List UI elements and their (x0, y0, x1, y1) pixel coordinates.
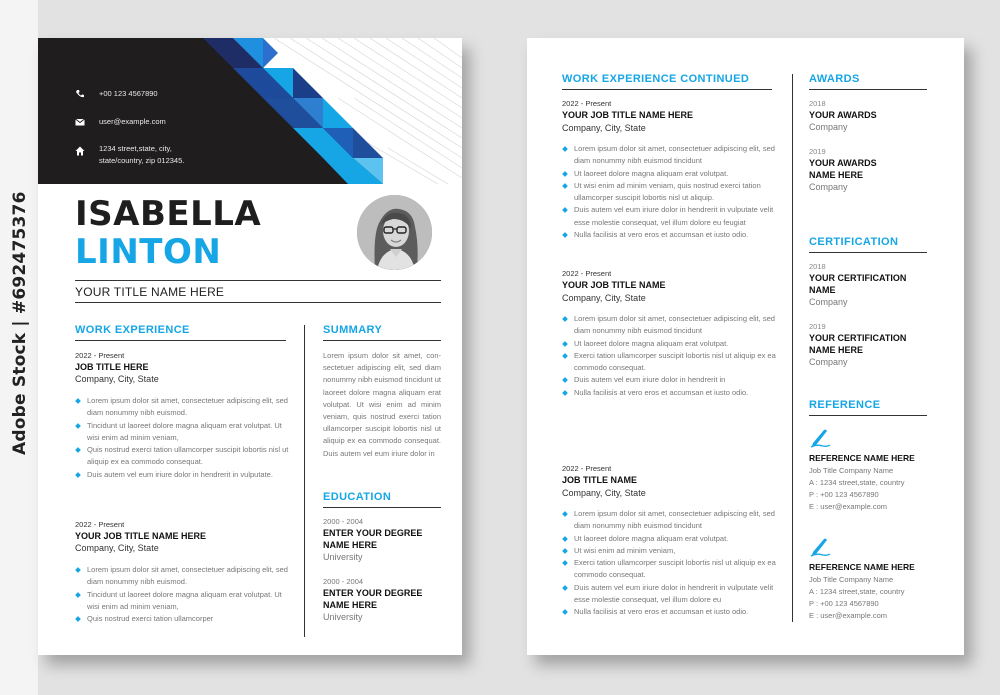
job-b-bullets (562, 313, 782, 399)
ref-1-job: Job Title Company Name (809, 466, 894, 475)
job-a-bullet: Duis autem vel eum iriure dolor in hendrerit in vulputate velit esse molestie consequat, vel illum dolore eu feugiat (562, 204, 782, 229)
award-2-title-line2: NAME HERE (809, 170, 864, 180)
job-b-company: Company, City, State (562, 293, 646, 303)
award-1-title: YOUR AWARDS (809, 110, 877, 120)
job-2-title: YOUR JOB TITLE NAME HERE (75, 531, 207, 541)
job-c-bullet: Nulla facilisis at vero eros et accumsan et iusto odio. (562, 606, 782, 618)
address-line-1: 1234 street,state, city, (99, 144, 172, 153)
job-b-title: YOUR JOB TITLE NAME (562, 280, 666, 290)
job-1-title: JOB TITLE HERE (75, 362, 149, 372)
reference-rule (809, 415, 927, 416)
job-c-company: Company, City, State (562, 488, 646, 498)
job-2-company: Company, City, State (75, 543, 159, 553)
cert-2-title-line1: YOUR CERTIFICATION (809, 333, 907, 343)
job-c-bullets (562, 508, 782, 619)
edu-1-degree-line1: ENTER YOUR DEGREE (323, 528, 423, 538)
job-c-bullet: Lorem ipsum dolor sit amet, consectetuer adipiscing elit, sed diam nonummy nibh euismod tincidunt (562, 508, 782, 533)
phone-icon (75, 89, 85, 99)
job-1-bullet: Lorem ipsum dolor sit amet, consectetuer adipiscing elit, sed diam nonummy nibh euismod. (75, 395, 289, 420)
award-2-year: 2019 (809, 147, 826, 156)
cert-1-title-line2: NAME (809, 285, 836, 295)
cert-1-company: Company (809, 297, 848, 307)
ref-2-address: A : 1234 street,state, country (809, 587, 905, 596)
cert-2-company: Company (809, 357, 848, 367)
awards-heading: AWARDS (809, 73, 860, 85)
contact-address-text (99, 143, 249, 167)
job-b-bullet: Duis autem vel eum iriure dolor in hendrerit in (562, 374, 782, 386)
job-a-bullet: Lorem ipsum dolor sit amet, consectetuer adipiscing elit, sed diam nonummy nibh euismod tincidunt (562, 143, 782, 168)
ref-1-phone: P : +00 123 4567890 (809, 490, 879, 499)
cert-1-year: 2018 (809, 262, 826, 271)
page2-column-divider (792, 74, 793, 622)
edu-1-degree-line2: NAME HERE (323, 540, 378, 550)
work-continued-rule (562, 89, 772, 90)
job-c-bullet: Exerci tation ullamcorper suscipit lobortis nisl ut aliquip ex ea commodo consequat. (562, 557, 782, 582)
cert-1-title (809, 272, 906, 296)
job-1-bullet: Quis nostrud exerci tation ullamcorper suscipit lobortis nisl ut aliquip ex ea commodo consequat. (75, 444, 289, 469)
job-a-bullet: Ut laoreet dolore magna aliquam erat volutpat. (562, 168, 782, 180)
ref-2-email: E : user@example.com (809, 611, 888, 620)
edu-2-school: University (323, 612, 363, 622)
portrait-image (357, 195, 432, 270)
certification-heading: CERTIFICATION (809, 236, 899, 248)
contact-phone-text: +00 123 4567890 (99, 89, 158, 98)
job-c-bullet: Duis autem vel eum iriure dolor in hendrerit in vulputate velit esse molestie consequat, vel illum dolore eu (562, 582, 782, 607)
award-1-company: Company (809, 122, 848, 132)
job-c-bullet: Ut laoreet dolore magna aliquam erat volutpat. (562, 533, 782, 545)
job-1-company: Company, City, State (75, 374, 159, 384)
email-icon (75, 117, 85, 127)
job-c-bullet: Ut wisi enim ad minim veniam, (562, 545, 782, 557)
profile-photo (357, 195, 432, 270)
edu-1-years: 2000 - 2004 (323, 517, 364, 526)
contact-email-text: user@example.com (99, 117, 166, 126)
ref-1-info (809, 465, 904, 513)
summary-text: Lorem ipsum dolor sit amet, con- sectetuer adipiscing elit, sed diam nonummy nibh euismod tincidunt ut laoreet dolore magna aliquam erat volutpat. Ut wisi enim ad minim veniam, quis nostrud exerci tation ullamcorper suscipit lobortis nisl ut aliquip ex ea commodo consequat. Duis autem vel eum iriure dolor in (323, 351, 441, 458)
job-b-bullet: Exerci tation ullamcorper suscipit lobortis nisl ut aliquip ex ea commodo consequat. (562, 350, 782, 375)
edu-1-degree (323, 527, 422, 551)
job-a-bullet: Ut wisi enim ad minim veniam, quis nostrud exerci tation ullamcorper suscipit lobortis nisl ut aliquip. (562, 180, 782, 205)
ref-2-phone: P : +00 123 4567890 (809, 599, 879, 608)
job-2-date: 2022 - Present (75, 520, 125, 529)
address-line-2: state/country, zip 012345. (99, 156, 185, 165)
resume-page-1 (38, 38, 462, 655)
ref-1-address: A : 1234 street,state, country (809, 478, 905, 487)
edu-2-degree-line2: NAME HERE (323, 600, 378, 610)
job-a-bullets (562, 143, 782, 241)
stock-id-watermark: Adobe Stock | #692475376 (10, 191, 30, 455)
job-b-bullet: Lorem ipsum dolor sit amet, consectetuer adipiscing elit, sed diam nonummy nibh euismod tincidunt (562, 313, 782, 338)
ref-1-email: E : user@example.com (809, 502, 888, 511)
pen-icon (809, 426, 831, 448)
profile-title: YOUR TITLE NAME HERE (75, 285, 225, 299)
summary-rule (323, 340, 441, 341)
title-rule-bottom (75, 302, 441, 303)
cert-1-title-line1: YOUR CERTIFICATION (809, 273, 907, 283)
ref-1-name: REFERENCE NAME HERE (809, 453, 915, 463)
job-c-title: JOB TITLE NAME (562, 475, 638, 485)
summary-heading: SUMMARY (323, 324, 383, 336)
award-2-title (809, 157, 877, 181)
job-b-bullet: Nulla facilisis at vero eros et accumsan et iusto odio. (562, 387, 782, 399)
column-divider (304, 325, 305, 637)
cert-2-title-line2: NAME HERE (809, 345, 864, 355)
resume-page-2 (527, 38, 964, 655)
ref-2-name: REFERENCE NAME HERE (809, 562, 915, 572)
job-a-date: 2022 - Present (562, 99, 612, 108)
award-2-title-line1: YOUR AWARDS (809, 158, 877, 168)
job-2-bullet: Quis nostrud exerci tation ullamcorper (75, 613, 289, 625)
reference-heading: REFERENCE (809, 399, 881, 411)
edu-2-years: 2000 - 2004 (323, 577, 364, 586)
job-a-title: YOUR JOB TITLE NAME HERE (562, 110, 694, 120)
edu-1-school: University (323, 552, 363, 562)
title-rule-top (75, 280, 441, 281)
awards-rule (809, 89, 927, 90)
job-b-date: 2022 - Present (562, 269, 612, 278)
work-experience-heading: WORK EXPERIENCE (75, 324, 190, 336)
work-continued-heading: WORK EXPERIENCE CONTINUED (562, 73, 750, 85)
job-2-bullets (75, 564, 289, 625)
award-1-year: 2018 (809, 99, 826, 108)
job-1-bullet: Duis autem vel eum iriure dolor in hendrerit in vulputate. (75, 469, 289, 481)
education-heading: EDUCATION (323, 491, 392, 503)
job-1-bullet: Tincidunt ut laoreet dolore magna aliquam erat volutpat. Ut wisi enim ad minim veniam, (75, 420, 289, 445)
home-icon (75, 146, 85, 156)
job-a-company: Company, City, State (562, 123, 646, 133)
job-2-bullet: Tincidunt ut laoreet dolore magna aliquam erat volutpat. Ut wisi enim ad minim veniam, (75, 589, 289, 614)
certification-rule (809, 252, 927, 253)
education-rule (323, 507, 441, 508)
pen-icon (809, 535, 831, 557)
job-1-date: 2022 - Present (75, 351, 125, 360)
work-experience-rule (75, 340, 286, 341)
job-b-bullet: Ut laoreet dolore magna aliquam erat volutpat. (562, 338, 782, 350)
award-2-company: Company (809, 182, 848, 192)
edu-2-degree-line1: ENTER YOUR DEGREE (323, 588, 423, 598)
cert-2-year: 2019 (809, 322, 826, 331)
job-c-date: 2022 - Present (562, 464, 612, 473)
first-name: ISABELLA (75, 194, 262, 234)
job-1-bullets (75, 395, 289, 481)
ref-2-job: Job Title Company Name (809, 575, 894, 584)
job-2-bullet: Lorem ipsum dolor sit amet, consectetuer adipiscing elit, sed diam nonummy nibh euismod. (75, 564, 289, 589)
job-a-bullet: Nulla facilisis at vero eros et accumsan et iusto odio. (562, 229, 782, 241)
cert-2-title (809, 332, 906, 356)
ref-2-info (809, 574, 904, 622)
last-name: LINTON (75, 232, 222, 272)
edu-2-degree (323, 587, 422, 611)
